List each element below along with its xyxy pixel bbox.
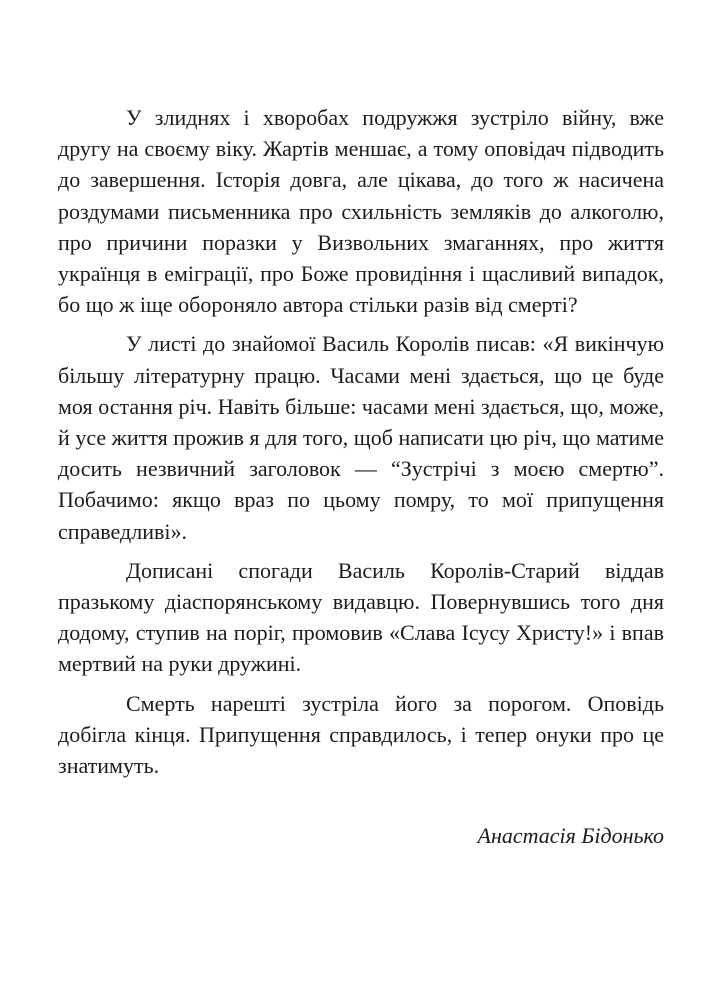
paragraph-2: У листі до знайомої Василь Королів писав: «Я викінчую більшу літературну працю. Часами мені здається, що це буде моя остання річ. Навіть більше: часами мені здається, що, може, й усе життя прожив я для того, щоб написати цю річ, що матиме досить незвичний заголовок — “Зустрічі з моєю смертю”. Побачимо: якщо враз по цьому помру, то мої припущення справедливі». [58,331,664,544]
page-body [58,102,664,851]
author-signature: Анастасія Бідонько [477,823,664,849]
paragraph-1: У злиднях і хворобах подружжя зустріло війну, вже другу на своєму віку. Жартів меншає, а тому оповідач підводить до завершення. Історія довга, але цікава, до того ж насичена роздумами письменника про схильність земляків до алкоголю, про причини поразки у Визвольних змаганнях, про життя українця в еміграції, про Боже провидіння і щасливий випадок, бо що ж іще обороняло автора стільки разів від смерті? [58,105,664,318]
paragraph-3: Дописані спогади Василь Королів-Старий віддав празькому діаспорянському видавцю. Повернувшись того дня додому, ступив на поріг, промовив «Слава Ісусу Христу!» і впав мертвий на руки дружині. [58,557,664,677]
paragraph-4: Смерть нарешті зустріла його за порогом. Оповідь добігла кінця. Припущення справдилось, і тепер онуки про це знатимуть. [58,690,664,779]
